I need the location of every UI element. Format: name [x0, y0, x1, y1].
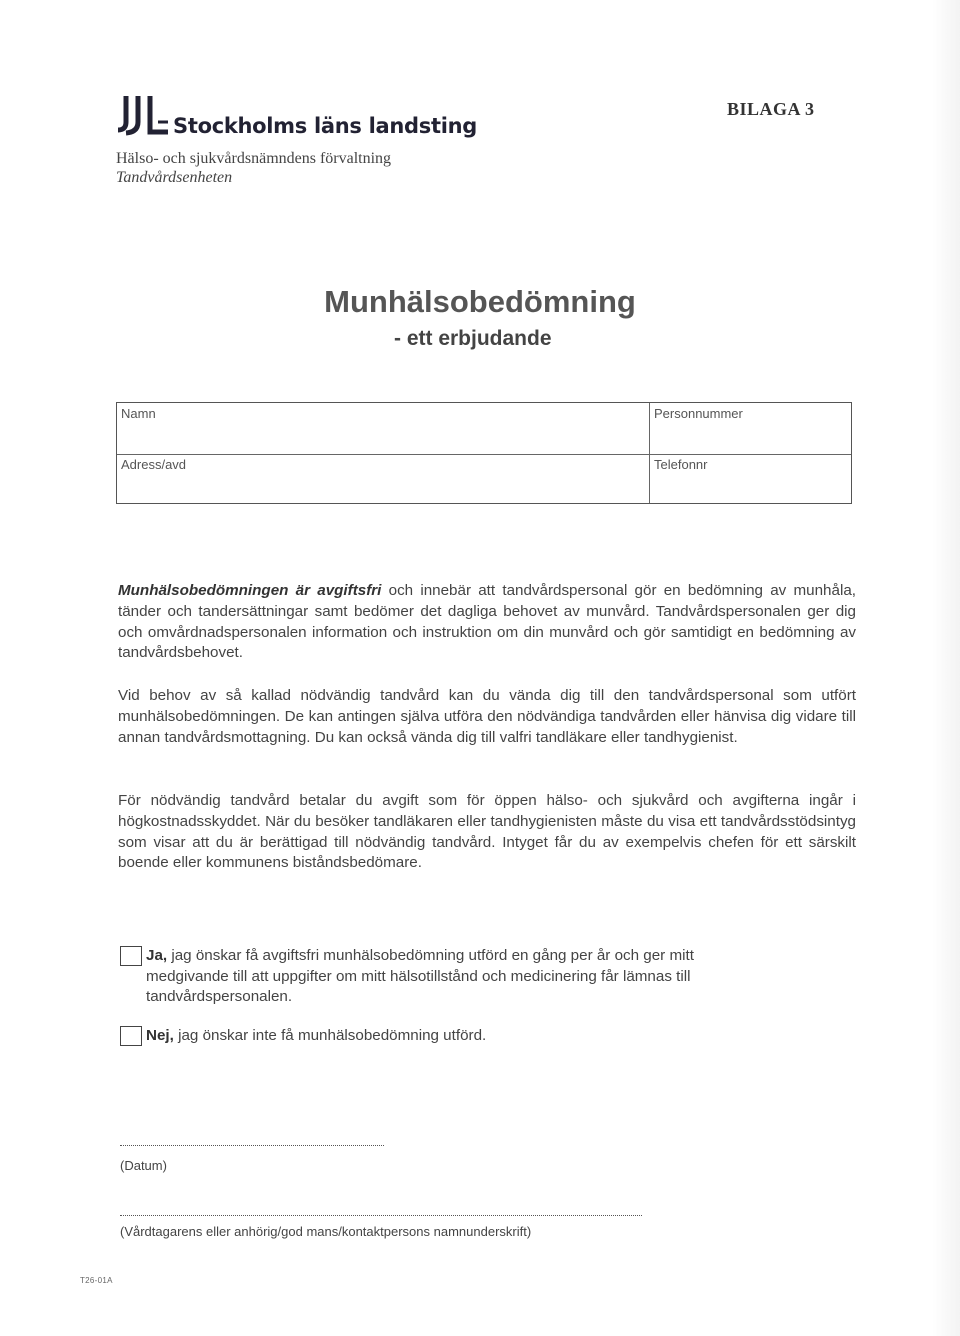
signature-line[interactable] — [120, 1215, 642, 1216]
no-option-lead: Nej, — [146, 1027, 174, 1044]
no-checkbox[interactable] — [120, 1026, 142, 1046]
date-line[interactable] — [120, 1145, 384, 1146]
landsting-logo-icon — [112, 92, 170, 138]
signature-label: (Vårdtagarens eller anhörig/god mans/kontaktpersons namnunderskrift) — [120, 1224, 532, 1239]
yes-option-text — [146, 946, 746, 1008]
page-subtitle: - ett erbjudande — [394, 327, 552, 350]
org-subtitle: Hälso- och sjukvårdsnämndens förvaltning — [116, 150, 392, 167]
form-code: T26-01A — [80, 1276, 113, 1285]
yes-checkbox[interactable] — [120, 946, 142, 966]
info-paragraph-1-lead: Munhälsobedömningen är avgiftsfri — [118, 582, 382, 599]
no-option-text — [146, 1026, 746, 1047]
org-unit: Tandvårdsenheten — [116, 169, 233, 186]
info-paragraph-3: För nödvändig tandvård betalar du avgift som för öppen hälso- och sjukvård och avgifterna ingår i högkostnadsskyddet. När du besöker tandläkaren eller tandhygienisten måste du visa ett tandvårdsstödsintyg som visar att du är berättigad till nödvändig tandvård. Intyget får du av exempelvis chefen för ett särskilt boende eller kommunens biståndsbedömare. — [118, 792, 856, 872]
personal-number-field[interactable]: Personnummer — [654, 406, 743, 421]
date-label: (Datum) — [120, 1158, 167, 1173]
info-paragraph-1 — [118, 581, 856, 664]
yes-option-body: jag önskar få avgiftsfri munhälsobedömning utförd en gång per år och ger mitt medgivande till att uppgifter om mitt hälsotillstånd och medicinering får lämnas till tandvårdspersonalen. — [146, 947, 694, 1005]
yes-option-lead: Ja, — [146, 947, 168, 964]
info-paragraph-1-text: och innebär att tandvårdspersonal gör en bedömning av munhåla, tänder och tandersättningar samt bedömer det dagliga behovet av munvård. Tandvårdspersonalen ger dig och omvårdnadspersonalen information och instruktion om din munvård och gör samtidigt en bedömning av tandvårdsbehovet. — [118, 582, 856, 662]
phone-field[interactable]: Telefonnr — [654, 457, 708, 472]
page-title-text: Munhälsobedömning — [324, 284, 636, 319]
scan-edge — [932, 0, 960, 1336]
personal-info-form — [116, 402, 852, 504]
info-paragraph-2: Vid behov av så kallad nödvändig tandvård kan du vända dig till den tandvårdspersonal som utfört munhälsobedömningen. De kan antingen själva utföra den nödvändiga tandvården eller hänvisa dig vidare till annan tandvårdsmottagning. Du kan också vända dig till valfri tandläkare eller tandhygienist. — [118, 687, 856, 746]
page-title — [0, 284, 960, 320]
no-option-body: jag önskar inte få munhälsobedömning utförd. — [173, 1027, 487, 1044]
org-name: Stockholms läns landsting — [173, 114, 477, 138]
name-field[interactable]: Namn — [121, 406, 156, 421]
address-field[interactable]: Adress/avd — [121, 457, 187, 472]
appendix-label: BILAGA 3 — [727, 99, 815, 119]
